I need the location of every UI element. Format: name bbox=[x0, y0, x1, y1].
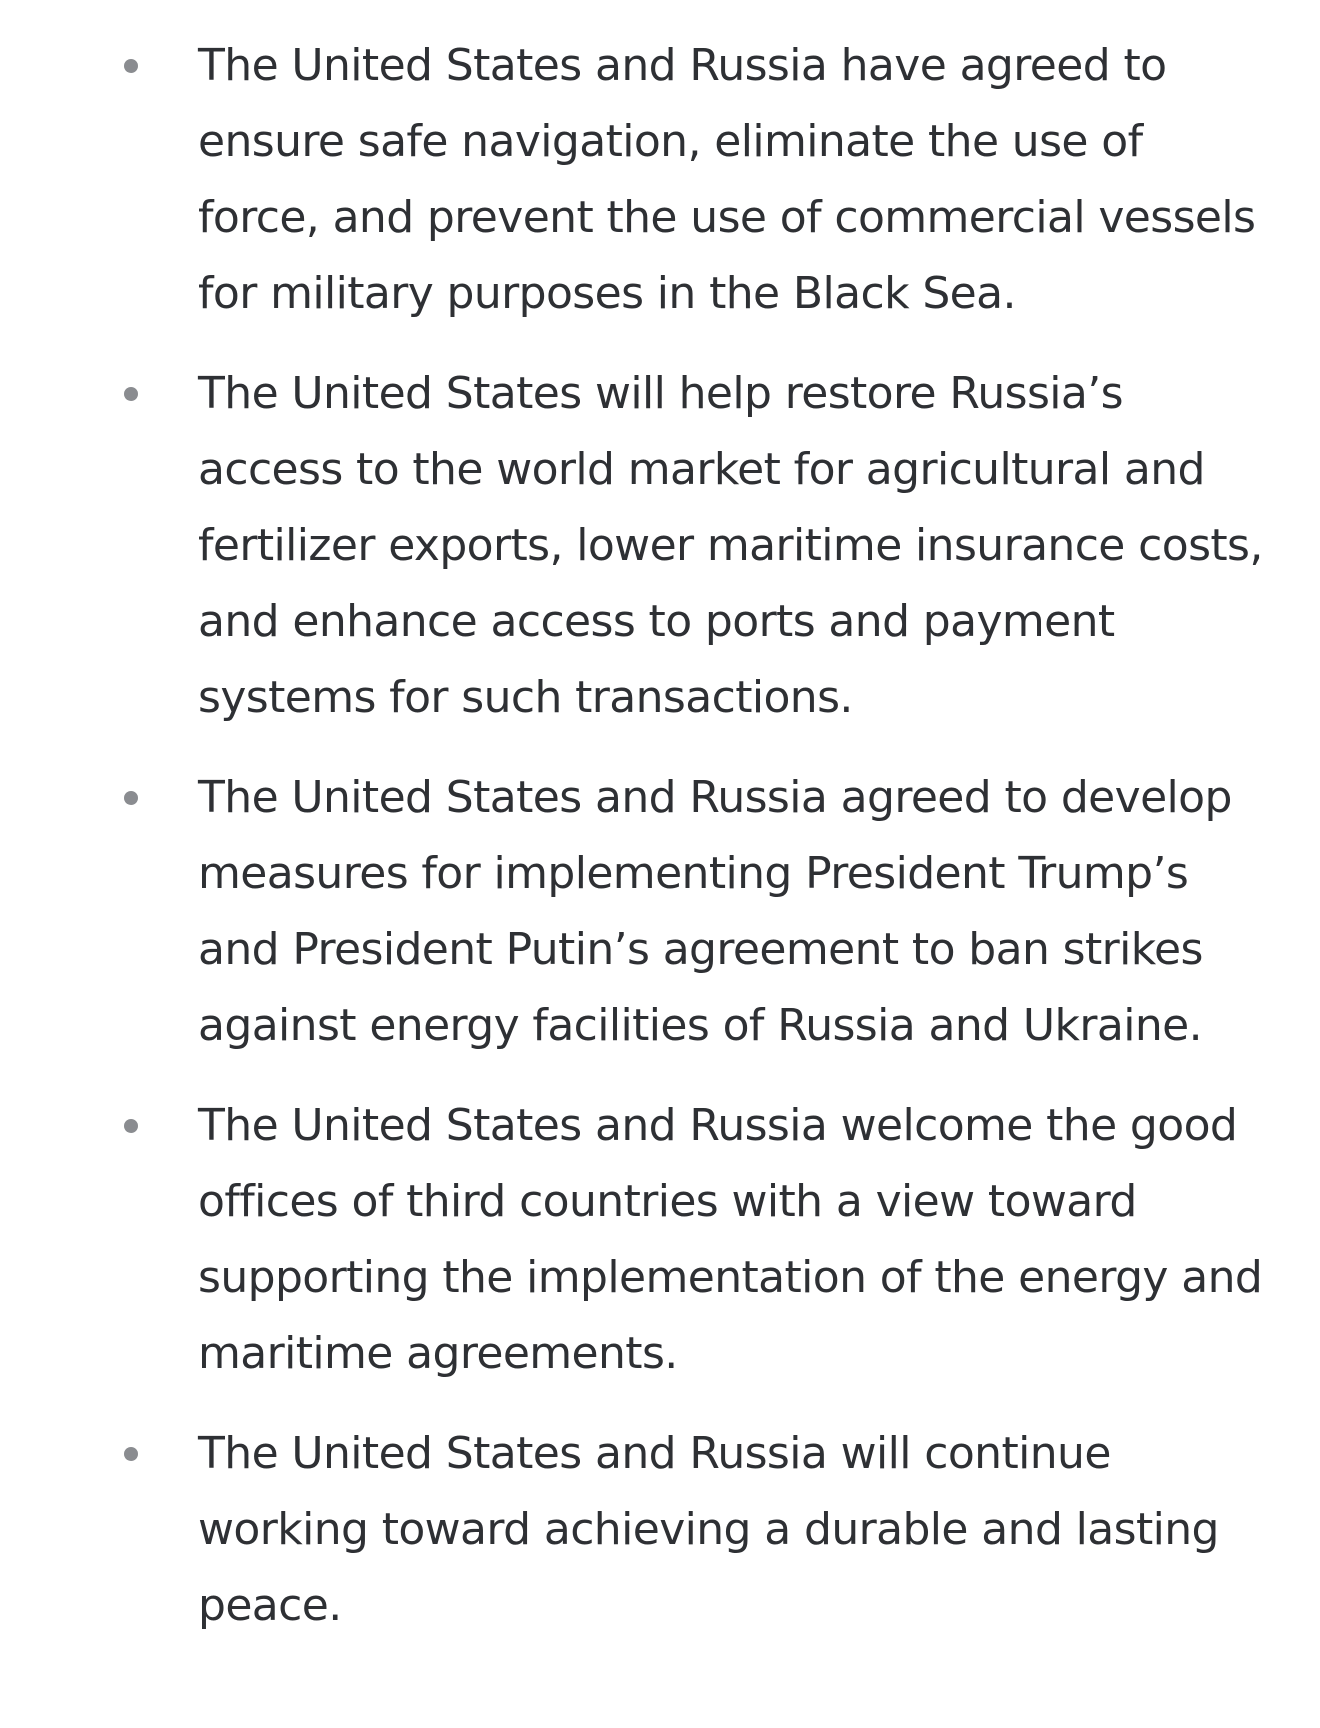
bullet-icon bbox=[124, 1447, 138, 1461]
list-item-text: The United States and Russia have agreed to ensure safe navigation, eliminate the use of force, and prevent the use of commercial vessels for military purposes in the Black Sea. bbox=[198, 40, 1256, 319]
list-item-text: The United States and Russia welcome the good offices of third countries with a view toward supporting the implementation of the energy and maritime agreements. bbox=[198, 1100, 1263, 1379]
bullet-list bbox=[0, 28, 1320, 1668]
bullet-icon bbox=[124, 387, 138, 401]
list-item bbox=[0, 1416, 1320, 1644]
bullet-icon bbox=[124, 1119, 138, 1133]
list-item bbox=[0, 1088, 1320, 1392]
list-item bbox=[0, 356, 1320, 736]
list-item bbox=[0, 760, 1320, 1064]
list-item-text: The United States and Russia agreed to develop measures for implementing President Trump’s and President Putin’s agreement to ban strikes against energy facilities of Russia and Ukraine. bbox=[198, 772, 1232, 1051]
list-item-text: The United States and Russia will continue working toward achieving a durable and lasting peace. bbox=[198, 1428, 1219, 1631]
bullet-icon bbox=[124, 59, 138, 73]
bullet-icon bbox=[124, 791, 138, 805]
list-item bbox=[0, 28, 1320, 332]
list-item-text: The United States will help restore Russia’s access to the world market for agricultural and fertilizer exports, lower maritime insurance costs, and enhance access to ports and payment systems for such transactions. bbox=[198, 368, 1263, 723]
